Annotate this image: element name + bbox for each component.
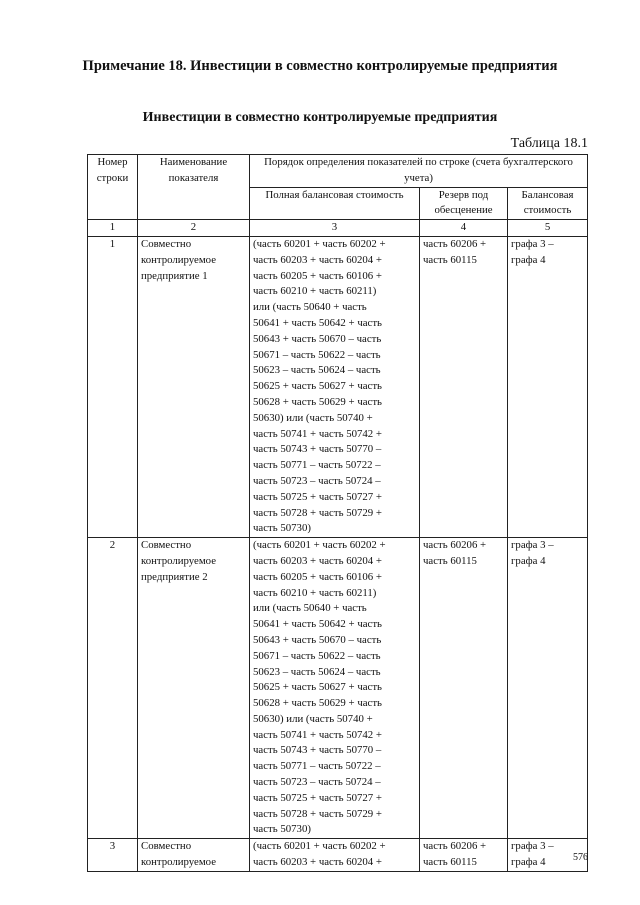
impairment-reserve-formula: часть 60206 + часть 60115 — [420, 839, 508, 872]
page-number: 576 — [573, 852, 588, 863]
column-number: 5 — [508, 220, 588, 237]
column-number: 1 — [88, 220, 138, 237]
header-impairment-reserve: Резерв под обесценение — [420, 187, 508, 220]
investments-table — [87, 154, 588, 872]
table-row — [88, 236, 588, 537]
table-heading: Инвестиции в совместно контролируемые предприятия — [142, 110, 498, 125]
net-value-formula: графа 3 – графа 4 — [508, 839, 588, 872]
column-number: 4 — [420, 220, 508, 237]
column-number: 3 — [250, 220, 420, 237]
indicator-name: Совместно контролируемое предприятие 2 — [138, 538, 250, 839]
row-number: 2 — [88, 538, 138, 839]
header-row-number: Номер строки — [88, 155, 138, 220]
header-net-value: Балансовая стоимость — [508, 187, 588, 220]
impairment-reserve-formula: часть 60206 + часть 60115 — [420, 538, 508, 839]
gross-value-formula: (часть 60201 + часть 60202 + часть 60203 + часть 60204 + часть 60205 + часть 60106 + часть 60210 + часть 60211) или (часть 50640 + часть 50641 + часть 50642 + часть 50643 + часть 50670 – часть 50671 – часть 50622 – часть 50623 – часть 50624 – часть 50625 + часть 50627 + часть 50628 + часть 50629 + часть 50630) или (часть 50740 + часть 50741 + часть 50742 + часть 50743 + часть 50770 – часть 50771 – часть 50722 – часть 50723 – часть 50724 – часть 50725 + часть 50727 + часть 50728 + часть 50729 + часть 50730) — [250, 538, 420, 839]
column-numbers-row — [88, 220, 588, 237]
net-value-formula: графа 3 – графа 4 — [508, 236, 588, 537]
note-title: Примечание 18. Инвестиции в совместно контролируемые предприятия — [82, 58, 558, 74]
indicator-name: Совместно контролируемое предприятие 1 — [138, 236, 250, 537]
table-label: Таблица 18.1 — [510, 136, 588, 151]
gross-value-formula: (часть 60201 + часть 60202 + часть 60203 + часть 60204 + часть 60205 + часть 60106 + часть 60210 + часть 60211) или (часть 50640 + часть 50641 + часть 50642 + часть 50643 + часть 50670 – часть 50671 – часть 50622 – часть 50623 – часть 50624 – часть 50625 + часть 50627 + часть 50628 + часть 50629 + часть 50630) или (часть 50740 + часть 50741 + часть 50742 + часть 50743 + часть 50770 – часть 50771 – часть 50722 – часть 50723 – часть 50724 – часть 50725 + часть 50727 + часть 50728 + часть 50729 + часть 50730) — [250, 236, 420, 537]
row-number: 1 — [88, 236, 138, 537]
gross-value-formula: (часть 60201 + часть 60202 + часть 60203 + часть 60204 + — [250, 839, 420, 872]
net-value-formula: графа 3 – графа 4 — [508, 538, 588, 839]
column-number: 2 — [138, 220, 250, 237]
header-gross-value: Полная балансовая стоимость — [250, 187, 420, 220]
indicator-name: Совместно контролируемое — [138, 839, 250, 872]
impairment-reserve-formula: часть 60206 + часть 60115 — [420, 236, 508, 537]
table-row — [88, 839, 588, 872]
header-indicator-name: Наименование показателя — [138, 155, 250, 220]
row-number: 3 — [88, 839, 138, 872]
header-procedure-group: Порядок определения показателей по строке (счета бухгалтерского учета) — [250, 155, 588, 188]
table-row — [88, 538, 588, 839]
